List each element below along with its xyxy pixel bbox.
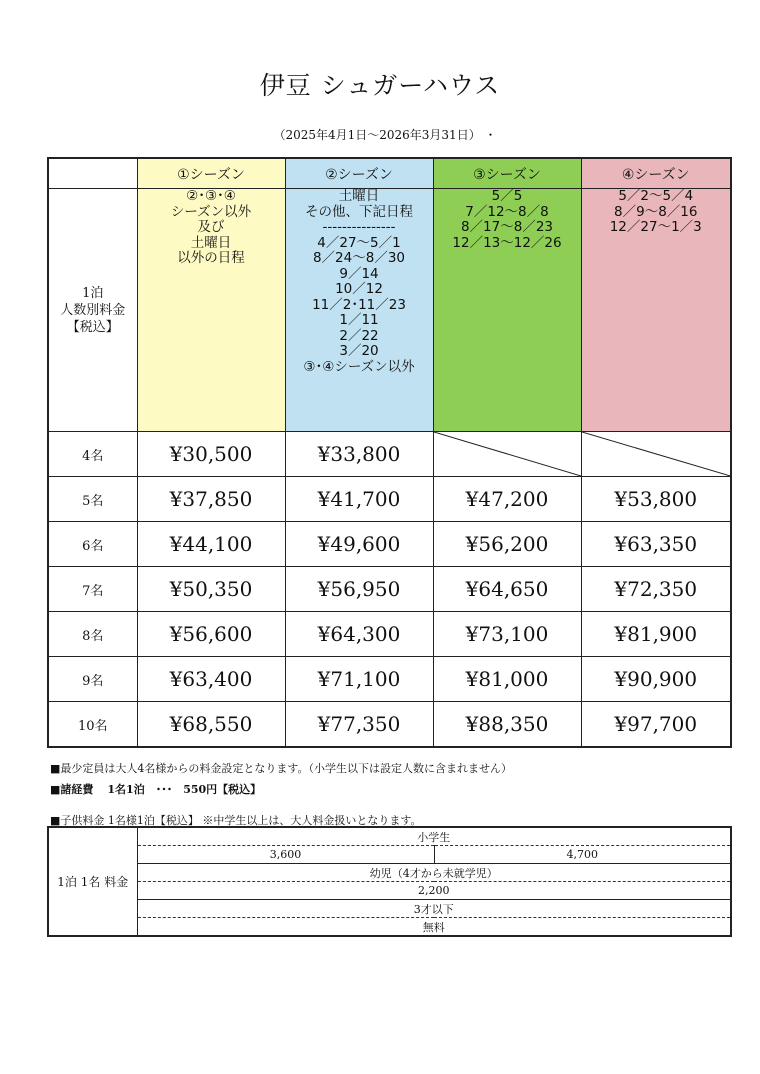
price-cell: ¥90,900 [581, 657, 731, 702]
validity-period [0, 126, 760, 143]
price-cell: ¥81,000 [433, 657, 581, 702]
season-1-header: ①シーズン [137, 158, 285, 189]
season-date-line: 11／2･11／23 [312, 296, 406, 313]
people-count: 7名 [48, 567, 137, 612]
season-date-line: 1／11 [339, 312, 379, 328]
header-corner [48, 158, 137, 189]
people-count: 4名 [48, 432, 137, 477]
price-cell: ¥56,950 [285, 567, 433, 612]
price-row [48, 612, 731, 657]
price-cell: ¥68,550 [137, 702, 285, 748]
price-cell: ¥30,500 [137, 432, 285, 477]
season-4-header: ④シーズン [581, 158, 731, 189]
season-4-dates [581, 189, 731, 432]
season-date-line: 4／27～5／1 [317, 234, 401, 251]
row-label-line: 1泊 [82, 285, 104, 301]
season-date-line: 8／24～8／30 [312, 250, 406, 266]
season-date-line: その他、下記日程 [305, 203, 413, 220]
people-count: 6名 [48, 522, 137, 567]
price-row [48, 702, 731, 748]
price-rows [48, 432, 731, 748]
child-fee-header: ■子供料金 1名様1泊【税込】 ※中学生以上は、大人料金扱いとなります。 [50, 814, 422, 827]
row-label-line: 【税込】 [66, 319, 119, 335]
fee-note [50, 781, 261, 797]
people-count: 8名 [48, 612, 137, 657]
season-2-header: ②シーズン [285, 158, 433, 189]
diagonal-line [582, 432, 731, 476]
price-cell: ¥33,800 [285, 432, 433, 477]
price-table [47, 157, 732, 748]
price-cell: ¥63,400 [137, 657, 285, 702]
price-row [48, 567, 731, 612]
season-date-line: シーズン以外 [170, 203, 252, 220]
diagonal-line [434, 432, 581, 476]
elementary-label: 小学生 [417, 830, 451, 844]
price-cell: ¥49,600 [285, 522, 433, 567]
season-date-line: 5／5 [491, 188, 523, 204]
people-count: 9名 [48, 657, 137, 702]
price-cell: ¥56,600 [137, 612, 285, 657]
price-cell: ¥53,800 [581, 477, 731, 522]
under3-price: 無料 [137, 918, 731, 937]
season-date-line: 3／20 [339, 343, 379, 359]
fee-value: 1名1泊 ･･･ 550円【税込】 [107, 783, 262, 796]
price-cell: ¥47,200 [433, 477, 581, 522]
child-fee-label: 1泊 1名 料金 [48, 827, 137, 936]
price-row [48, 477, 731, 522]
season-date-line: 12／27～1／3 [609, 219, 702, 235]
infant-label: 幼児（4才から未就学児） [137, 864, 731, 882]
price-cell: ¥56,200 [433, 522, 581, 567]
price-cell: ¥88,350 [433, 702, 581, 748]
season-date-line: 土曜日 [338, 188, 380, 204]
price-cell: ¥81,900 [581, 612, 731, 657]
season-date-line: 以外の日程 [177, 250, 245, 266]
row-label-line: 人数別料金 [60, 302, 126, 318]
min-people-note: ■最少定員は大人4名様からの料金設定となります。（小学生以下は設定人数に含まれません） [50, 762, 513, 775]
season-date-line: 10／12 [335, 281, 383, 297]
elementary-price-2: 4,700 [434, 846, 731, 864]
season-2-dates [285, 189, 433, 432]
not-available-cell [581, 432, 731, 477]
season-3-dates [433, 189, 581, 432]
not-available-cell [433, 432, 581, 477]
season-date-line: ③･④シーズン以外 [303, 358, 415, 375]
elementary-price-1: 3,600 [137, 846, 434, 864]
season-date-line: 5／2～5／4 [618, 188, 694, 204]
season-date-line: 12／13～12／26 [452, 234, 562, 251]
price-cell: ¥72,350 [581, 567, 731, 612]
people-count: 5名 [48, 477, 137, 522]
infant-price: 2,200 [137, 882, 731, 900]
season-date-line: 及び [197, 219, 225, 235]
season-date-line: 9／14 [339, 265, 379, 282]
price-cell: ¥63,350 [581, 522, 731, 567]
fee-label: ■諸経費 [50, 783, 94, 796]
price-cell: ¥64,300 [285, 612, 433, 657]
price-row [48, 432, 731, 477]
people-count: 10名 [48, 702, 137, 748]
row-label [48, 189, 137, 432]
season-date-line: 2／22 [339, 327, 379, 344]
child-fee-table [47, 826, 732, 937]
price-row [48, 522, 731, 567]
period-mark: ・ [484, 128, 497, 142]
price-cell: ¥97,700 [581, 702, 731, 748]
season-dates-row [48, 189, 731, 432]
price-cell: ¥41,700 [285, 477, 433, 522]
season-1-dates [137, 189, 285, 432]
season-header-row [48, 158, 731, 189]
price-cell: ¥44,100 [137, 522, 285, 567]
price-cell: ¥71,100 [285, 657, 433, 702]
price-cell: ¥37,850 [137, 477, 285, 522]
season-date-line: ②･③･④ [186, 188, 236, 204]
price-cell: ¥73,100 [433, 612, 581, 657]
season-date-line: 7／12～8／8 [465, 203, 549, 220]
season-date-line: 8／17～8／23 [460, 219, 554, 235]
price-row [48, 657, 731, 702]
price-cell: ¥64,650 [433, 567, 581, 612]
price-cell: ¥50,350 [137, 567, 285, 612]
period-text: （2025年4月1日～2026年3月31日） [273, 128, 481, 142]
price-cell: ¥77,350 [285, 702, 433, 748]
page-title: 伊豆 シュガーハウス [259, 71, 501, 100]
season-date-line: --------------- [322, 219, 396, 235]
season-date-line: 土曜日 [190, 234, 232, 251]
season-date-line: 8／9～8／16 [614, 203, 698, 220]
under3-label: 3才以下 [137, 900, 731, 918]
season-3-header: ③シーズン [433, 158, 581, 189]
